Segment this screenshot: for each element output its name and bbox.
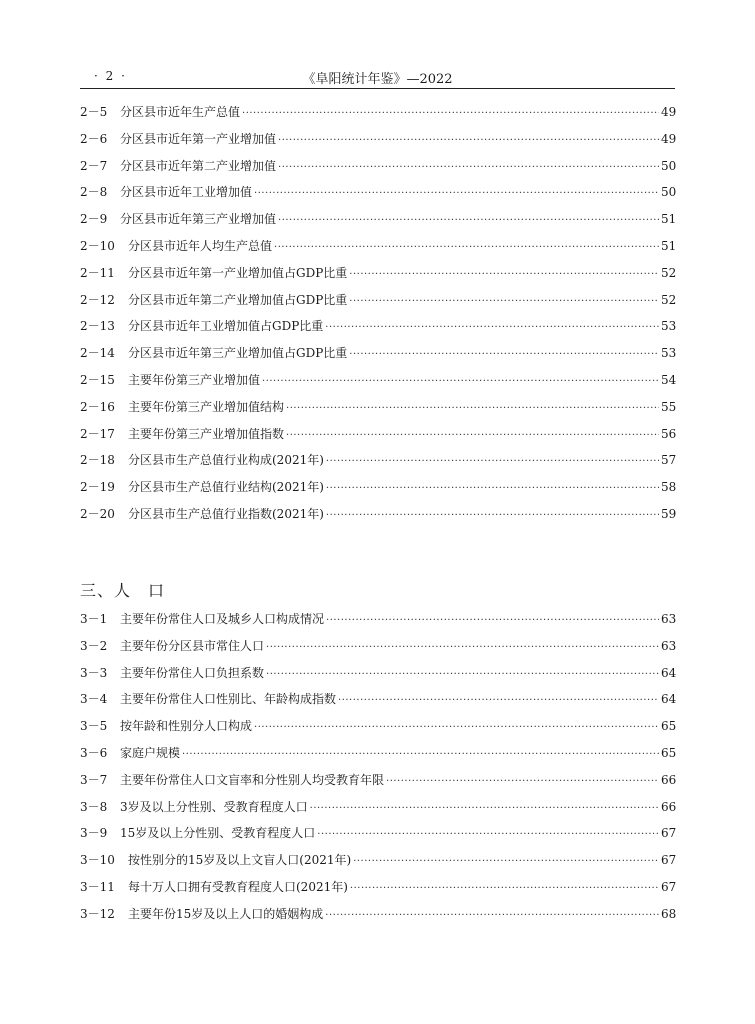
toc-entry-number: 3－3 [80,665,108,680]
toc-entry-page: 54 [661,372,677,387]
toc-entry-title: 分区县市近年人均生产总值 [128,238,273,253]
toc-entry[interactable] [80,425,675,452]
toc-entry-page: 49 [661,105,677,119]
toc-entry-title: 分区县市近年第二产业增加值占GDP比重 [128,292,348,307]
toc-leader-dots [338,695,659,706]
toc-entry-title: 按年龄和性别分人口构成 [120,719,253,734]
toc-entry[interactable] [80,744,675,771]
toc-entry-page: 50 [661,185,677,200]
toc-entry[interactable] [80,851,675,878]
page-header [80,66,675,89]
toc-entry-title: 分区县市近年工业增加值占GDP比重 [128,319,324,334]
toc-entry-page: 57 [661,453,677,468]
toc-entry-number: 3－7 [80,772,108,787]
toc-entry-number: 3－8 [80,799,108,814]
toc-leader-dots [278,215,659,226]
toc-leader-dots [386,776,659,787]
toc-leader-dots [286,403,659,414]
toc-entry-page: 56 [661,426,677,441]
toc-entry-number: 3－5 [80,719,108,734]
toc-leader-dots [349,296,659,307]
toc-leader-dots [254,722,659,733]
toc-entry[interactable] [80,905,675,932]
toc-entry-title: 3岁及以上分性别、受教育程度人口 [120,799,308,814]
toc-entry-title: 主要年份常住人口性别比、年龄构成指数 [120,692,337,707]
toc-entry-title: 分区县市生产总值行业构成(2021年) [128,453,324,468]
book-title: 《阜阳统计年鉴》—2022 [302,72,453,87]
toc-entry-number: 2－12 [80,292,115,307]
toc-leader-dots [353,856,659,867]
toc-entry-page: 51 [661,238,677,253]
toc-entry-page: 67 [661,879,677,894]
toc-entry-title: 主要年份第三产业增加值结构 [128,399,285,414]
toc-entry-page: 65 [661,719,677,734]
toc-entry[interactable] [80,878,675,905]
toc-leader-dots [310,803,659,814]
toc-leader-dots [325,322,659,333]
toc-leader-dots [326,615,659,626]
toc-entry[interactable] [80,183,675,210]
toc-entry-number: 3－4 [80,692,108,707]
toc-entry-title: 主要年份常住人口文盲率和分性别人均受教育年限 [120,772,385,787]
toc-entry[interactable] [80,103,675,130]
toc-entry-number: 2－13 [80,319,115,334]
toc-entry[interactable] [80,690,675,717]
toc-entry[interactable] [80,664,675,691]
toc-entry-title: 主要年份常住人口负担系数 [120,665,265,680]
toc-entry[interactable] [80,451,675,478]
toc-entry-number: 2－15 [80,372,115,387]
toc-entry[interactable] [80,237,675,264]
toc-entry-title: 主要年份分区县市常住人口 [120,638,265,653]
toc-entry[interactable] [80,717,675,744]
toc-entry-title: 主要年份15岁及以上人口的婚姻构成 [128,906,324,921]
toc-entry-title: 分区县市近年第一产业增加值占GDP比重 [128,265,348,280]
toc-entry-title: 按性别分的15岁及以上文盲人口(2021年) [128,853,352,868]
toc-entry-number: 3－12 [80,906,115,921]
toc-leader-dots [326,510,659,521]
toc-entry-number: 3－1 [80,612,108,626]
toc-leader-dots [326,483,659,494]
toc-entry-number: 2－19 [80,480,115,495]
toc-leader-dots [317,829,659,840]
toc-entry[interactable] [80,505,675,532]
toc-entry-title: 分区县市生产总值行业指数(2021年) [128,506,324,521]
toc-entry-title: 分区县市近年第三产业增加值 [120,212,277,227]
toc-leader-dots [278,135,659,146]
toc-entry-title: 分区县市近年工业增加值 [120,185,253,200]
toc-entry-page: 49 [661,131,677,146]
toc-entry-number: 2－18 [80,453,115,468]
toc-entry-page: 52 [661,292,677,307]
toc-entry-number: 3－11 [80,879,115,894]
toc-entry[interactable] [80,130,675,157]
toc-entry-page: 50 [661,158,677,173]
toc-entry[interactable] [80,610,675,637]
toc-entry-title: 分区县市近年生产总值 [120,105,241,119]
toc-entry-number: 2－20 [80,506,115,521]
toc-entry-page: 55 [661,399,677,414]
toc-leader-dots [274,242,659,253]
toc-entry-title: 分区县市近年第一产业增加值 [120,131,277,146]
toc-leader-dots [350,883,659,894]
toc-entry[interactable] [80,637,675,664]
toc-leader-dots [349,349,659,360]
toc-entry-number: 2－5 [80,105,108,119]
toc-entry-title: 主要年份常住人口及城乡人口构成情况 [120,612,325,626]
toc-leader-dots [349,269,659,280]
toc-entry-page: 68 [661,906,677,921]
toc-entry-number: 3－9 [80,826,108,841]
toc-entry[interactable] [80,264,675,291]
toc-entry-number: 2－6 [80,131,108,146]
toc-entry-page: 64 [661,692,677,707]
toc-entry-page: 58 [661,480,677,495]
toc-entry-number: 2－11 [80,265,115,280]
toc-entry-number: 3－6 [80,745,108,760]
toc-entry[interactable] [80,210,675,237]
toc-entry-page: 52 [661,265,677,280]
toc-entry-page: 59 [661,506,677,521]
page-number: · 2 · [94,69,127,83]
toc-entry-page: 66 [661,772,677,787]
toc-entry-number: 2－14 [80,346,115,361]
toc-entry-page: 66 [661,799,677,814]
toc-leader-dots [182,749,659,760]
toc-entry-title: 家庭户规模 [120,745,181,760]
toc-leader-dots [278,162,659,173]
toc-leader-dots [242,108,659,119]
toc-entry-number: 2－10 [80,238,115,253]
toc-entry-title: 主要年份第三产业增加值 [128,372,261,387]
toc-section-3 [80,610,675,932]
toc-entry[interactable] [80,398,675,425]
toc-entry[interactable] [80,157,675,184]
toc-entry[interactable] [80,771,675,798]
toc-leader-dots [325,910,659,921]
toc-leader-dots [262,376,659,387]
toc-entry-page: 67 [661,826,677,841]
toc-entry-title: 15岁及以上分性别、受教育程度人口 [120,826,316,841]
toc-entry[interactable] [80,317,675,344]
toc-entry-number: 3－2 [80,638,108,653]
toc-entry-number: 2－16 [80,399,115,414]
toc-entry-page: 53 [661,319,677,334]
toc-entry-title: 分区县市生产总值行业结构(2021年) [128,480,324,495]
toc-entry-page: 51 [661,212,677,227]
toc-entry-page: 67 [661,853,677,868]
toc-entry[interactable] [80,824,675,851]
toc-entry[interactable] [80,478,675,505]
toc-entry-page: 64 [661,665,677,680]
toc-entry[interactable] [80,371,675,398]
toc-section-2 [80,103,675,532]
toc-entry[interactable] [80,291,675,318]
toc-entry-page: 63 [661,638,677,653]
toc-leader-dots [266,642,659,653]
toc-entry[interactable] [80,798,675,825]
toc-entry-number: 2－8 [80,185,108,200]
section-heading-population: 三、人 口 [80,581,166,600]
toc-entry[interactable] [80,344,675,371]
toc-leader-dots [254,188,659,199]
toc-entry-title: 每十万人口拥有受教育程度人口(2021年) [128,879,348,894]
toc-entry-number: 2－7 [80,158,108,173]
toc-leader-dots [326,456,659,467]
toc-entry-page: 65 [661,745,677,760]
toc-entry-number: 2－17 [80,426,115,441]
toc-entry-number: 2－9 [80,212,108,227]
toc-entry-number: 3－10 [80,853,115,868]
toc-entry-title: 分区县市近年第三产业增加值占GDP比重 [128,346,348,361]
toc-entry-title: 主要年份第三产业增加值指数 [128,426,285,441]
toc-entry-page: 63 [661,612,677,626]
toc-leader-dots [266,669,659,680]
toc-entry-page: 53 [661,346,677,361]
toc-leader-dots [286,430,659,441]
toc-entry-title: 分区县市近年第二产业增加值 [120,158,277,173]
